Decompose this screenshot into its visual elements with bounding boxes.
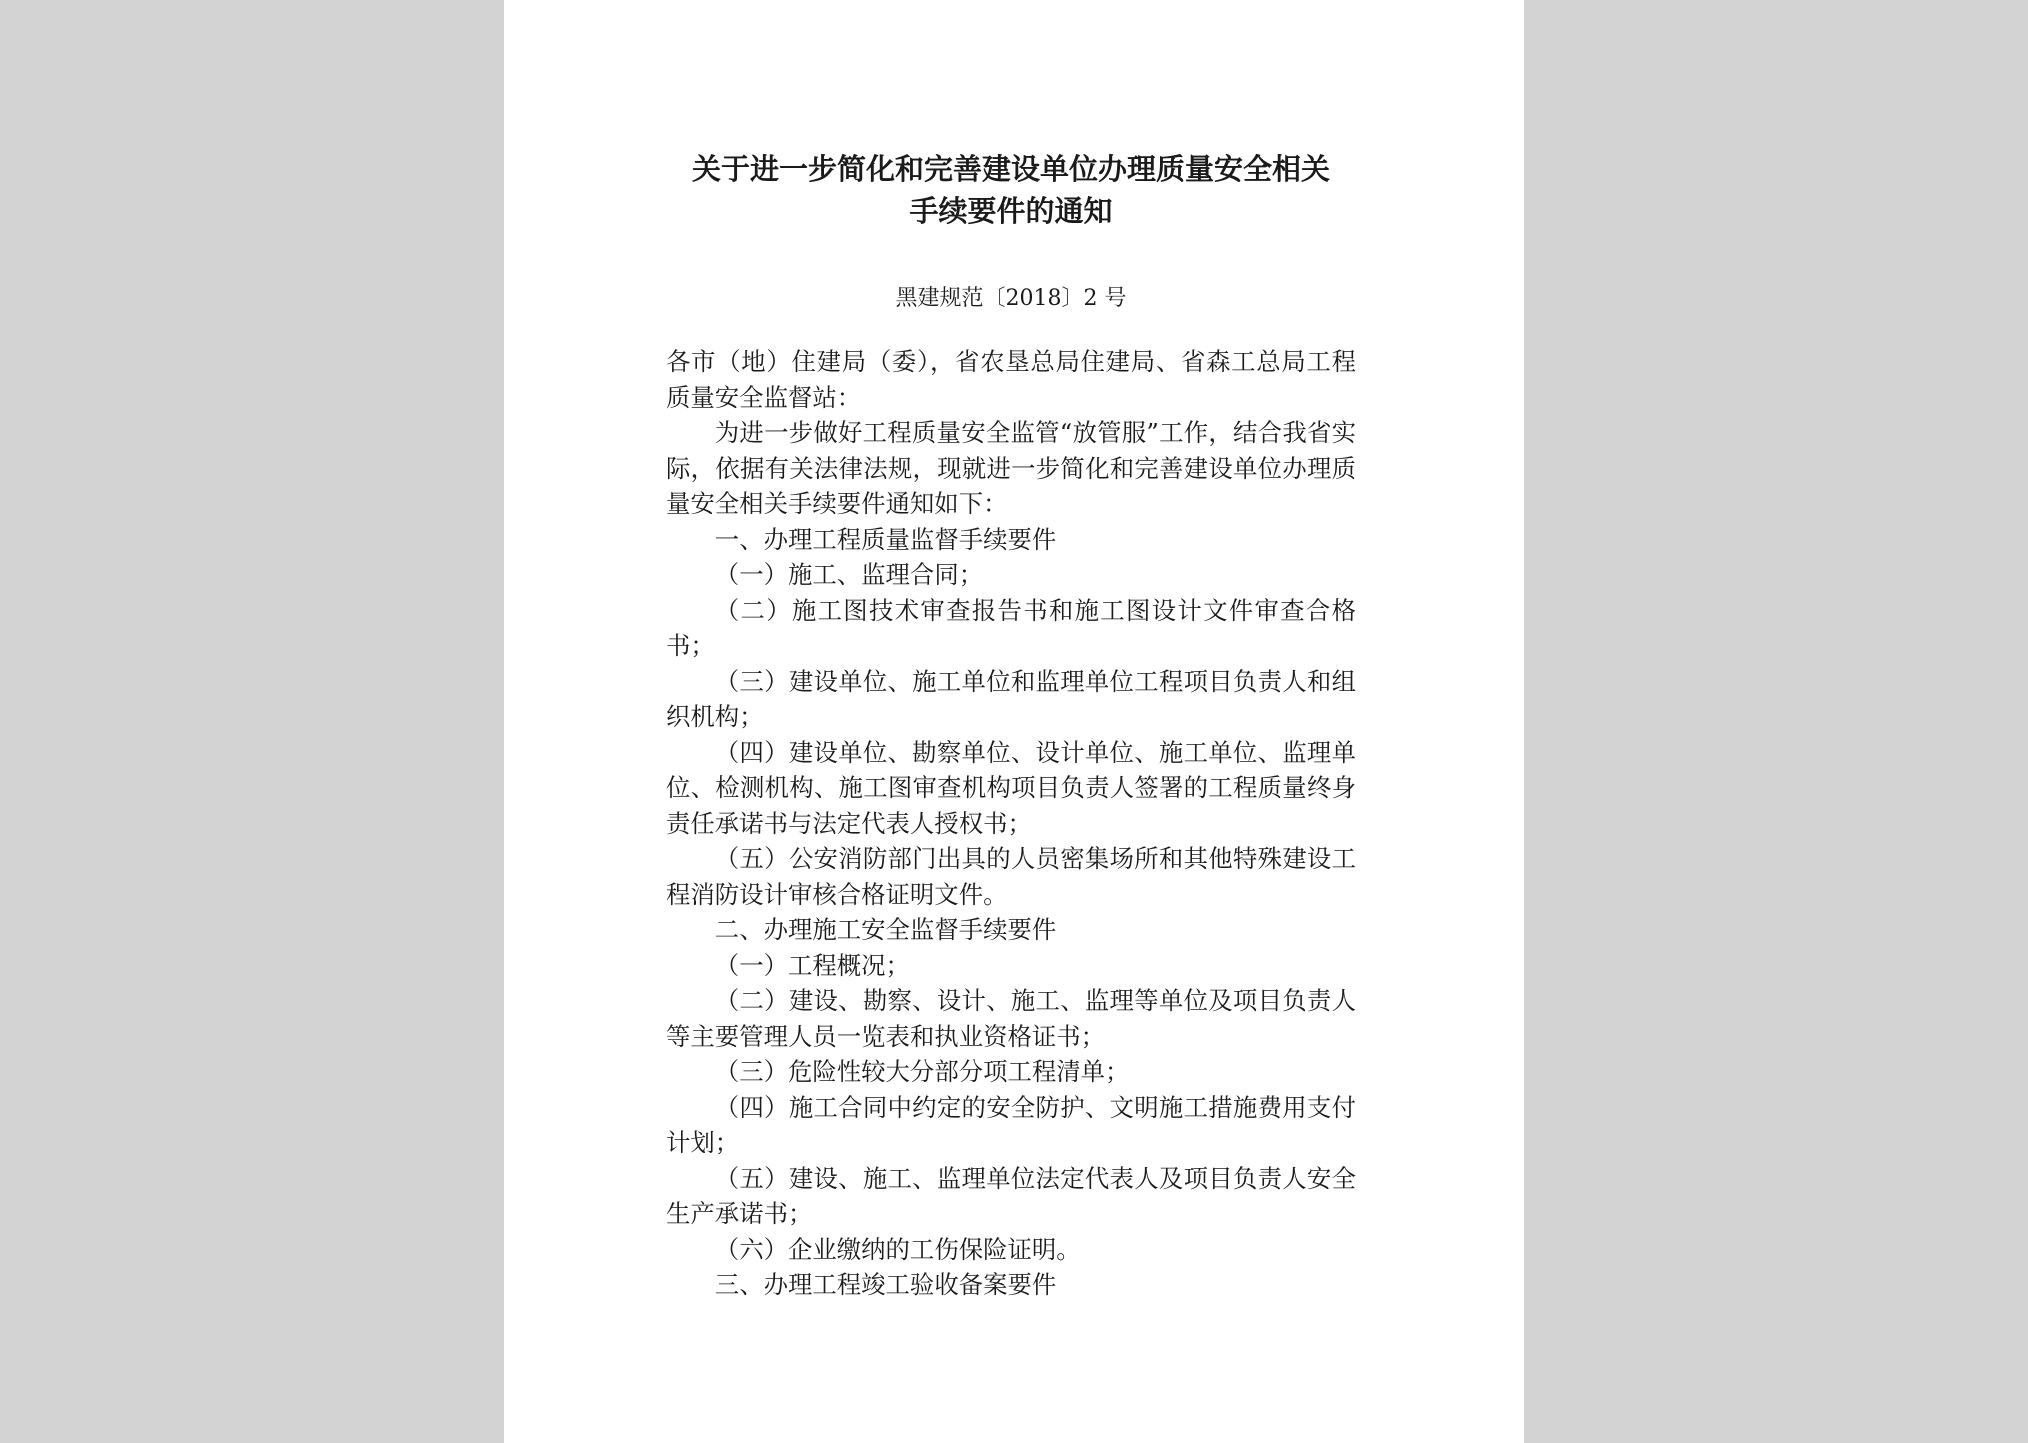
section-heading: 三、办理工程竣工验收备案要件 — [714, 1270, 1057, 1299]
document-page — [504, 0, 1524, 1443]
title-line-1: 关于进一步简化和完善建设单位办理质量安全相关 — [691, 152, 1330, 186]
document-number: 黑建规范〔2018〕2 号 — [895, 286, 1127, 311]
list-item: （六）企业缴纳的工伤保险证明。 — [714, 1234, 1081, 1264]
document-body — [666, 344, 1356, 1303]
section-heading: 一、办理工程质量监督手续要件 — [714, 524, 1057, 554]
document-title — [666, 148, 1356, 232]
list-item: （四）建设单位、勘察单位、设计单位、施工单位、监理单位、检测机构、施工图审查机构项目负责人签署的工程质量终身责任承诺书与法定代表人授权书； — [666, 737, 1356, 838]
list-item: （三）建设单位、施工单位和监理单位工程项目负责人和组织机构； — [666, 666, 1356, 731]
list-item: （五）建设、施工、监理单位法定代表人及项目负责人安全生产承诺书； — [666, 1163, 1356, 1228]
salutation: 各市（地）住建局（委），省农垦总局住建局、省森工总局工程质量安全监督站： — [666, 347, 1356, 412]
list-item: （二）施工图技术审查报告书和施工图设计文件审查合格书； — [666, 595, 1356, 660]
section-heading: 二、办理施工安全监督手续要件 — [714, 915, 1057, 944]
list-item: （一）工程概况； — [714, 950, 910, 980]
paragraph: 为进一步做好工程质量安全监管“放管服”工作，结合我省实际，依据有关法律法规，现就进一步简化和完善建设单位办理质量安全相关手续要件通知如下： — [666, 418, 1356, 518]
list-item: （四）施工合同中约定的安全防护、文明施工措施费用支付计划； — [666, 1092, 1356, 1157]
list-item: （五）公安消防部门出具的人员密集场所和其他特殊建设工程消防设计审核合格证明文件。 — [666, 844, 1356, 909]
list-item: （一）施工、监理合同； — [714, 560, 984, 589]
title-line-2: 手续要件的通知 — [909, 194, 1113, 228]
list-item: （二）建设、勘察、设计、施工、监理等单位及项目负责人等主要管理人员一览表和执业资格证书； — [666, 986, 1356, 1051]
list-item: （三）危险性较大分部分项工程清单； — [714, 1057, 1130, 1086]
